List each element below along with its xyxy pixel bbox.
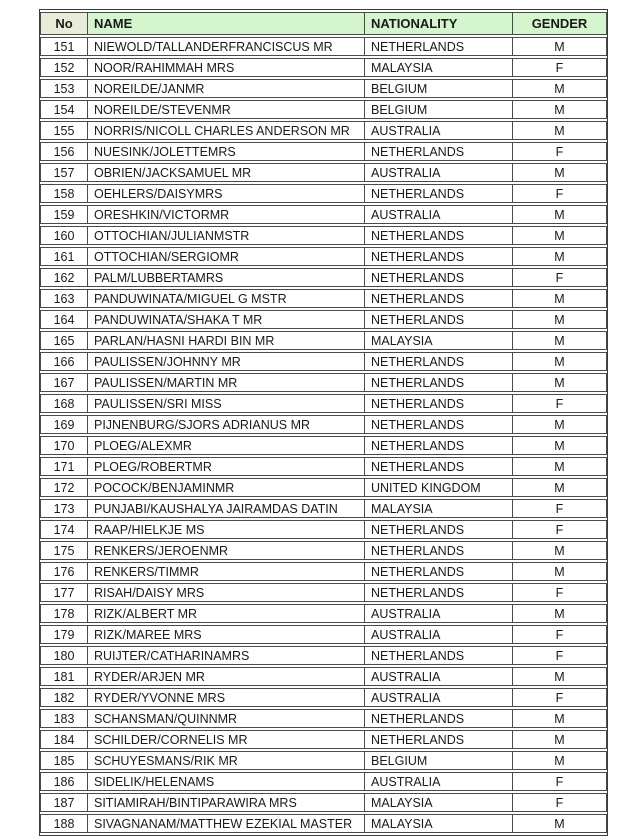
cell-gender: M bbox=[513, 436, 607, 455]
cell-nationality: NETHERLANDS bbox=[365, 415, 513, 434]
cell-gender: F bbox=[513, 520, 607, 539]
cell-no: 161 bbox=[40, 247, 88, 266]
cell-no: 188 bbox=[40, 814, 88, 833]
cell-gender: M bbox=[513, 37, 607, 56]
cell-no: 170 bbox=[40, 436, 88, 455]
table-header bbox=[40, 12, 607, 35]
cell-nationality: NETHERLANDS bbox=[365, 310, 513, 329]
cell-nationality: MALAYSIA bbox=[365, 331, 513, 350]
cell-nationality: NETHERLANDS bbox=[365, 457, 513, 476]
cell-name: RYDER/ARJEN MR bbox=[88, 667, 365, 686]
table-row bbox=[40, 499, 607, 518]
cell-gender: M bbox=[513, 100, 607, 119]
cell-name: RIZK/ALBERT MR bbox=[88, 604, 365, 623]
cell-nationality: AUSTRALIA bbox=[365, 604, 513, 623]
cell-no: 172 bbox=[40, 478, 88, 497]
table-row bbox=[40, 583, 607, 602]
table-row bbox=[40, 37, 607, 56]
cell-nationality: NETHERLANDS bbox=[365, 352, 513, 371]
cell-gender: M bbox=[513, 541, 607, 560]
cell-gender: F bbox=[513, 772, 607, 791]
table-row bbox=[40, 793, 607, 812]
table-row bbox=[40, 394, 607, 413]
table-row bbox=[40, 709, 607, 728]
cell-gender: M bbox=[513, 730, 607, 749]
cell-no: 168 bbox=[40, 394, 88, 413]
cell-name: NOREILDE/STEVENMR bbox=[88, 100, 365, 119]
cell-name: PLOEG/ALEXMR bbox=[88, 436, 365, 455]
cell-name: PANDUWINATA/SHAKA T MR bbox=[88, 310, 365, 329]
table-row bbox=[40, 688, 607, 707]
cell-no: 157 bbox=[40, 163, 88, 182]
cell-name: SITIAMIRAH/BINTIPARAWIRA MRS bbox=[88, 793, 365, 812]
cell-gender: F bbox=[513, 394, 607, 413]
table-row bbox=[40, 121, 607, 140]
cell-nationality: NETHERLANDS bbox=[365, 436, 513, 455]
cell-gender: M bbox=[513, 562, 607, 581]
cell-nationality: NETHERLANDS bbox=[365, 184, 513, 203]
cell-no: 153 bbox=[40, 79, 88, 98]
cell-gender: F bbox=[513, 58, 607, 77]
cell-name: PAULISSEN/MARTIN MR bbox=[88, 373, 365, 392]
cell-no: 154 bbox=[40, 100, 88, 119]
cell-name: OBRIEN/JACKSAMUEL MR bbox=[88, 163, 365, 182]
cell-nationality: AUSTRALIA bbox=[365, 205, 513, 224]
cell-no: 184 bbox=[40, 730, 88, 749]
table-row bbox=[40, 625, 607, 644]
cell-no: 159 bbox=[40, 205, 88, 224]
cell-no: 182 bbox=[40, 688, 88, 707]
cell-no: 165 bbox=[40, 331, 88, 350]
table-row bbox=[40, 268, 607, 287]
cell-no: 186 bbox=[40, 772, 88, 791]
cell-no: 185 bbox=[40, 751, 88, 770]
cell-name: RYDER/YVONNE MRS bbox=[88, 688, 365, 707]
column-header-no: No bbox=[40, 12, 88, 35]
table-row bbox=[40, 562, 607, 581]
cell-name: NUESINK/JOLETTEMRS bbox=[88, 142, 365, 161]
cell-name: PARLAN/HASNI HARDI BIN MR bbox=[88, 331, 365, 350]
cell-name: SCHUYESMANS/RIK MR bbox=[88, 751, 365, 770]
cell-nationality: NETHERLANDS bbox=[365, 520, 513, 539]
table-row bbox=[40, 646, 607, 665]
cell-name: NORRIS/NICOLL CHARLES ANDERSON MR bbox=[88, 121, 365, 140]
table-row bbox=[40, 226, 607, 245]
cell-no: 156 bbox=[40, 142, 88, 161]
table-row bbox=[40, 730, 607, 749]
cell-gender: F bbox=[513, 625, 607, 644]
cell-no: 160 bbox=[40, 226, 88, 245]
cell-gender: F bbox=[513, 142, 607, 161]
cell-gender: M bbox=[513, 457, 607, 476]
cell-no: 183 bbox=[40, 709, 88, 728]
cell-gender: M bbox=[513, 163, 607, 182]
cell-no: 173 bbox=[40, 499, 88, 518]
cell-no: 171 bbox=[40, 457, 88, 476]
cell-name: RUIJTER/CATHARINAMRS bbox=[88, 646, 365, 665]
passenger-table bbox=[39, 9, 608, 836]
table-row bbox=[40, 415, 607, 434]
column-header-name: NAME bbox=[88, 12, 365, 35]
cell-nationality: MALAYSIA bbox=[365, 499, 513, 518]
table-row bbox=[40, 541, 607, 560]
cell-no: 176 bbox=[40, 562, 88, 581]
cell-gender: M bbox=[513, 226, 607, 245]
table-row bbox=[40, 247, 607, 266]
cell-gender: F bbox=[513, 499, 607, 518]
cell-nationality: AUSTRALIA bbox=[365, 121, 513, 140]
cell-no: 162 bbox=[40, 268, 88, 287]
table-row bbox=[40, 436, 607, 455]
table-row bbox=[40, 604, 607, 623]
passenger-table-grid bbox=[40, 10, 607, 835]
cell-nationality: MALAYSIA bbox=[365, 58, 513, 77]
cell-nationality: NETHERLANDS bbox=[365, 268, 513, 287]
cell-no: 166 bbox=[40, 352, 88, 371]
cell-nationality: AUSTRALIA bbox=[365, 667, 513, 686]
table-row bbox=[40, 163, 607, 182]
cell-nationality: MALAYSIA bbox=[365, 793, 513, 812]
cell-gender: M bbox=[513, 604, 607, 623]
cell-gender: M bbox=[513, 478, 607, 497]
cell-no: 181 bbox=[40, 667, 88, 686]
cell-no: 177 bbox=[40, 583, 88, 602]
cell-name: PUNJABI/KAUSHALYA JAIRAMDAS DATIN bbox=[88, 499, 365, 518]
cell-nationality: NETHERLANDS bbox=[365, 373, 513, 392]
cell-gender: M bbox=[513, 121, 607, 140]
table-row bbox=[40, 520, 607, 539]
cell-gender: F bbox=[513, 646, 607, 665]
table-row bbox=[40, 142, 607, 161]
cell-nationality: MALAYSIA bbox=[365, 814, 513, 833]
table-row bbox=[40, 310, 607, 329]
cell-gender: M bbox=[513, 289, 607, 308]
cell-name: SCHANSMAN/QUINNMR bbox=[88, 709, 365, 728]
cell-gender: M bbox=[513, 331, 607, 350]
cell-nationality: BELGIUM bbox=[365, 100, 513, 119]
cell-name: PLOEG/ROBERTMR bbox=[88, 457, 365, 476]
cell-name: OTTOCHIAN/SERGIOMR bbox=[88, 247, 365, 266]
cell-gender: F bbox=[513, 688, 607, 707]
cell-no: 178 bbox=[40, 604, 88, 623]
cell-nationality: NETHERLANDS bbox=[365, 394, 513, 413]
cell-no: 163 bbox=[40, 289, 88, 308]
cell-nationality: BELGIUM bbox=[365, 79, 513, 98]
cell-nationality: AUSTRALIA bbox=[365, 625, 513, 644]
cell-gender: F bbox=[513, 793, 607, 812]
cell-no: 155 bbox=[40, 121, 88, 140]
table-row bbox=[40, 100, 607, 119]
table-row bbox=[40, 331, 607, 350]
cell-nationality: NETHERLANDS bbox=[365, 541, 513, 560]
cell-name: RENKERS/JEROENMR bbox=[88, 541, 365, 560]
table-row bbox=[40, 79, 607, 98]
cell-nationality: BELGIUM bbox=[365, 751, 513, 770]
cell-nationality: NETHERLANDS bbox=[365, 646, 513, 665]
cell-nationality: NETHERLANDS bbox=[365, 562, 513, 581]
table-row bbox=[40, 772, 607, 791]
cell-gender: M bbox=[513, 205, 607, 224]
cell-name: OEHLERS/DAISYMRS bbox=[88, 184, 365, 203]
table-row bbox=[40, 184, 607, 203]
cell-gender: M bbox=[513, 247, 607, 266]
cell-nationality: NETHERLANDS bbox=[365, 583, 513, 602]
cell-nationality: NETHERLANDS bbox=[365, 247, 513, 266]
cell-name: NIEWOLD/TALLANDERFRANCISCUS MR bbox=[88, 37, 365, 56]
table-row bbox=[40, 58, 607, 77]
cell-name: PAULISSEN/JOHNNY MR bbox=[88, 352, 365, 371]
cell-gender: M bbox=[513, 814, 607, 833]
table-row bbox=[40, 667, 607, 686]
cell-name: PIJNENBURG/SJORS ADRIANUS MR bbox=[88, 415, 365, 434]
table-row bbox=[40, 478, 607, 497]
cell-name: RISAH/DAISY MRS bbox=[88, 583, 365, 602]
cell-no: 187 bbox=[40, 793, 88, 812]
cell-name: RIZK/MAREE MRS bbox=[88, 625, 365, 644]
cell-name: RENKERS/TIMMR bbox=[88, 562, 365, 581]
cell-nationality: AUSTRALIA bbox=[365, 163, 513, 182]
cell-gender: M bbox=[513, 709, 607, 728]
header-row bbox=[40, 12, 607, 35]
column-header-nationality: NATIONALITY bbox=[365, 12, 513, 35]
cell-name: PANDUWINATA/MIGUEL G MSTR bbox=[88, 289, 365, 308]
cell-nationality: NETHERLANDS bbox=[365, 730, 513, 749]
cell-gender: M bbox=[513, 79, 607, 98]
table-row bbox=[40, 373, 607, 392]
cell-no: 152 bbox=[40, 58, 88, 77]
cell-nationality: UNITED KINGDOM bbox=[365, 478, 513, 497]
cell-gender: F bbox=[513, 583, 607, 602]
cell-name: NOREILDE/JANMR bbox=[88, 79, 365, 98]
cell-nationality: AUSTRALIA bbox=[365, 688, 513, 707]
cell-no: 169 bbox=[40, 415, 88, 434]
cell-name: SIVAGNANAM/MATTHEW EZEKIAL MASTER bbox=[88, 814, 365, 833]
cell-nationality: NETHERLANDS bbox=[365, 709, 513, 728]
cell-gender: M bbox=[513, 373, 607, 392]
cell-no: 174 bbox=[40, 520, 88, 539]
cell-name: OTTOCHIAN/JULIANMSTR bbox=[88, 226, 365, 245]
cell-name: SCHILDER/CORNELIS MR bbox=[88, 730, 365, 749]
cell-name: RAAP/HIELKJE MS bbox=[88, 520, 365, 539]
cell-gender: M bbox=[513, 751, 607, 770]
cell-nationality: NETHERLANDS bbox=[365, 37, 513, 56]
cell-gender: M bbox=[513, 415, 607, 434]
cell-name: SIDELIK/HELENAMS bbox=[88, 772, 365, 791]
table-row bbox=[40, 457, 607, 476]
cell-name: PALM/LUBBERTAMRS bbox=[88, 268, 365, 287]
column-header-gender: GENDER bbox=[513, 12, 607, 35]
table-row bbox=[40, 289, 607, 308]
cell-name: ORESHKIN/VICTORMR bbox=[88, 205, 365, 224]
table-row bbox=[40, 205, 607, 224]
cell-no: 158 bbox=[40, 184, 88, 203]
cell-nationality: AUSTRALIA bbox=[365, 772, 513, 791]
cell-nationality: NETHERLANDS bbox=[365, 289, 513, 308]
cell-gender: F bbox=[513, 268, 607, 287]
cell-no: 151 bbox=[40, 37, 88, 56]
cell-gender: F bbox=[513, 184, 607, 203]
table-row bbox=[40, 352, 607, 371]
cell-nationality: NETHERLANDS bbox=[365, 226, 513, 245]
table-body bbox=[40, 37, 607, 833]
cell-name: NOOR/RAHIMMAH MRS bbox=[88, 58, 365, 77]
cell-name: PAULISSEN/SRI MISS bbox=[88, 394, 365, 413]
table-row bbox=[40, 751, 607, 770]
table-row bbox=[40, 814, 607, 833]
cell-no: 179 bbox=[40, 625, 88, 644]
cell-no: 175 bbox=[40, 541, 88, 560]
cell-gender: M bbox=[513, 352, 607, 371]
cell-gender: M bbox=[513, 310, 607, 329]
cell-gender: M bbox=[513, 667, 607, 686]
cell-no: 167 bbox=[40, 373, 88, 392]
cell-no: 180 bbox=[40, 646, 88, 665]
cell-nationality: NETHERLANDS bbox=[365, 142, 513, 161]
cell-no: 164 bbox=[40, 310, 88, 329]
cell-name: POCOCK/BENJAMINMR bbox=[88, 478, 365, 497]
